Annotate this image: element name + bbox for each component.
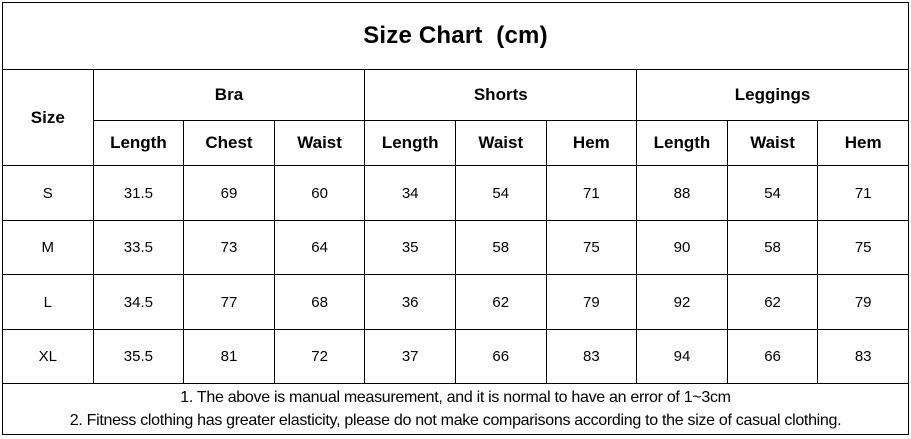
notes-row — [3, 384, 909, 435]
cell-m-shorts-length: 35 — [365, 220, 456, 275]
cell-m-shorts-waist: 58 — [455, 220, 546, 275]
row-label-m: M — [3, 220, 94, 275]
subheader-leggings-hem: Hem — [818, 121, 909, 166]
cell-m-leggings-length: 90 — [637, 220, 728, 275]
cell-xl-shorts-hem: 83 — [546, 329, 637, 384]
size-chart-sheet — [2, 2, 909, 435]
cell-m-bra-length: 33.5 — [93, 220, 184, 275]
cell-l-bra-chest: 77 — [184, 275, 275, 330]
subheader-shorts-hem: Hem — [546, 121, 637, 166]
size-chart-table — [2, 2, 909, 435]
row-label-s: S — [3, 166, 94, 221]
cell-xl-bra-chest: 81 — [184, 329, 275, 384]
cell-xl-shorts-waist: 66 — [455, 329, 546, 384]
subheader-shorts-waist: Waist — [455, 121, 546, 166]
cell-s-leggings-hem: 71 — [818, 166, 909, 221]
cell-s-shorts-hem: 71 — [546, 166, 637, 221]
table-row-s — [3, 166, 909, 221]
column-group-bra: Bra — [93, 69, 365, 120]
cell-l-bra-length: 34.5 — [93, 275, 184, 330]
cell-l-leggings-length: 92 — [637, 275, 728, 330]
subheader-bra-waist: Waist — [274, 121, 365, 166]
cell-s-shorts-length: 34 — [365, 166, 456, 221]
group-header-row — [3, 69, 909, 120]
table-row-m — [3, 220, 909, 275]
cell-l-shorts-hem: 79 — [546, 275, 637, 330]
sub-header-row — [3, 121, 909, 166]
cell-s-bra-waist: 60 — [274, 166, 365, 221]
column-group-shorts: Shorts — [365, 69, 637, 120]
cell-l-bra-waist: 68 — [274, 275, 365, 330]
cell-m-leggings-hem: 75 — [818, 220, 909, 275]
cell-m-bra-chest: 73 — [184, 220, 275, 275]
cell-s-leggings-length: 88 — [637, 166, 728, 221]
chart-title: Size Chart (cm) — [3, 3, 909, 70]
table-row-l — [3, 275, 909, 330]
cell-xl-bra-waist: 72 — [274, 329, 365, 384]
cell-l-shorts-waist: 62 — [455, 275, 546, 330]
cell-m-bra-waist: 64 — [274, 220, 365, 275]
cell-xl-bra-length: 35.5 — [93, 329, 184, 384]
cell-m-shorts-hem: 75 — [546, 220, 637, 275]
cell-xl-leggings-waist: 66 — [727, 329, 818, 384]
cell-s-bra-length: 31.5 — [93, 166, 184, 221]
cell-xl-leggings-length: 94 — [637, 329, 728, 384]
cell-s-bra-chest: 69 — [184, 166, 275, 221]
subheader-bra-length: Length — [93, 121, 184, 166]
table-row-xl — [3, 329, 909, 384]
note-line-2: 2. Fitness clothing has greater elasticity, please do not make comparisons according to the size of casual clothing. — [69, 412, 842, 430]
subheader-shorts-length: Length — [365, 121, 456, 166]
cell-l-leggings-hem: 79 — [818, 275, 909, 330]
measurement-notes — [3, 384, 909, 435]
cell-l-leggings-waist: 62 — [727, 275, 818, 330]
note-line-1: 1. The above is manual measurement, and it is normal to have an error of 1~3cm — [180, 389, 731, 407]
cell-s-leggings-waist: 54 — [727, 166, 818, 221]
size-column-header: Size — [3, 69, 94, 166]
subheader-bra-chest: Chest — [184, 121, 275, 166]
column-group-leggings: Leggings — [637, 69, 909, 120]
cell-xl-leggings-hem: 83 — [818, 329, 909, 384]
cell-l-shorts-length: 36 — [365, 275, 456, 330]
subheader-leggings-length: Length — [637, 121, 728, 166]
cell-xl-shorts-length: 37 — [365, 329, 456, 384]
row-label-xl: XL — [3, 329, 94, 384]
cell-m-leggings-waist: 58 — [727, 220, 818, 275]
title-row — [3, 3, 909, 70]
subheader-leggings-waist: Waist — [727, 121, 818, 166]
row-label-l: L — [3, 275, 94, 330]
cell-s-shorts-waist: 54 — [455, 166, 546, 221]
